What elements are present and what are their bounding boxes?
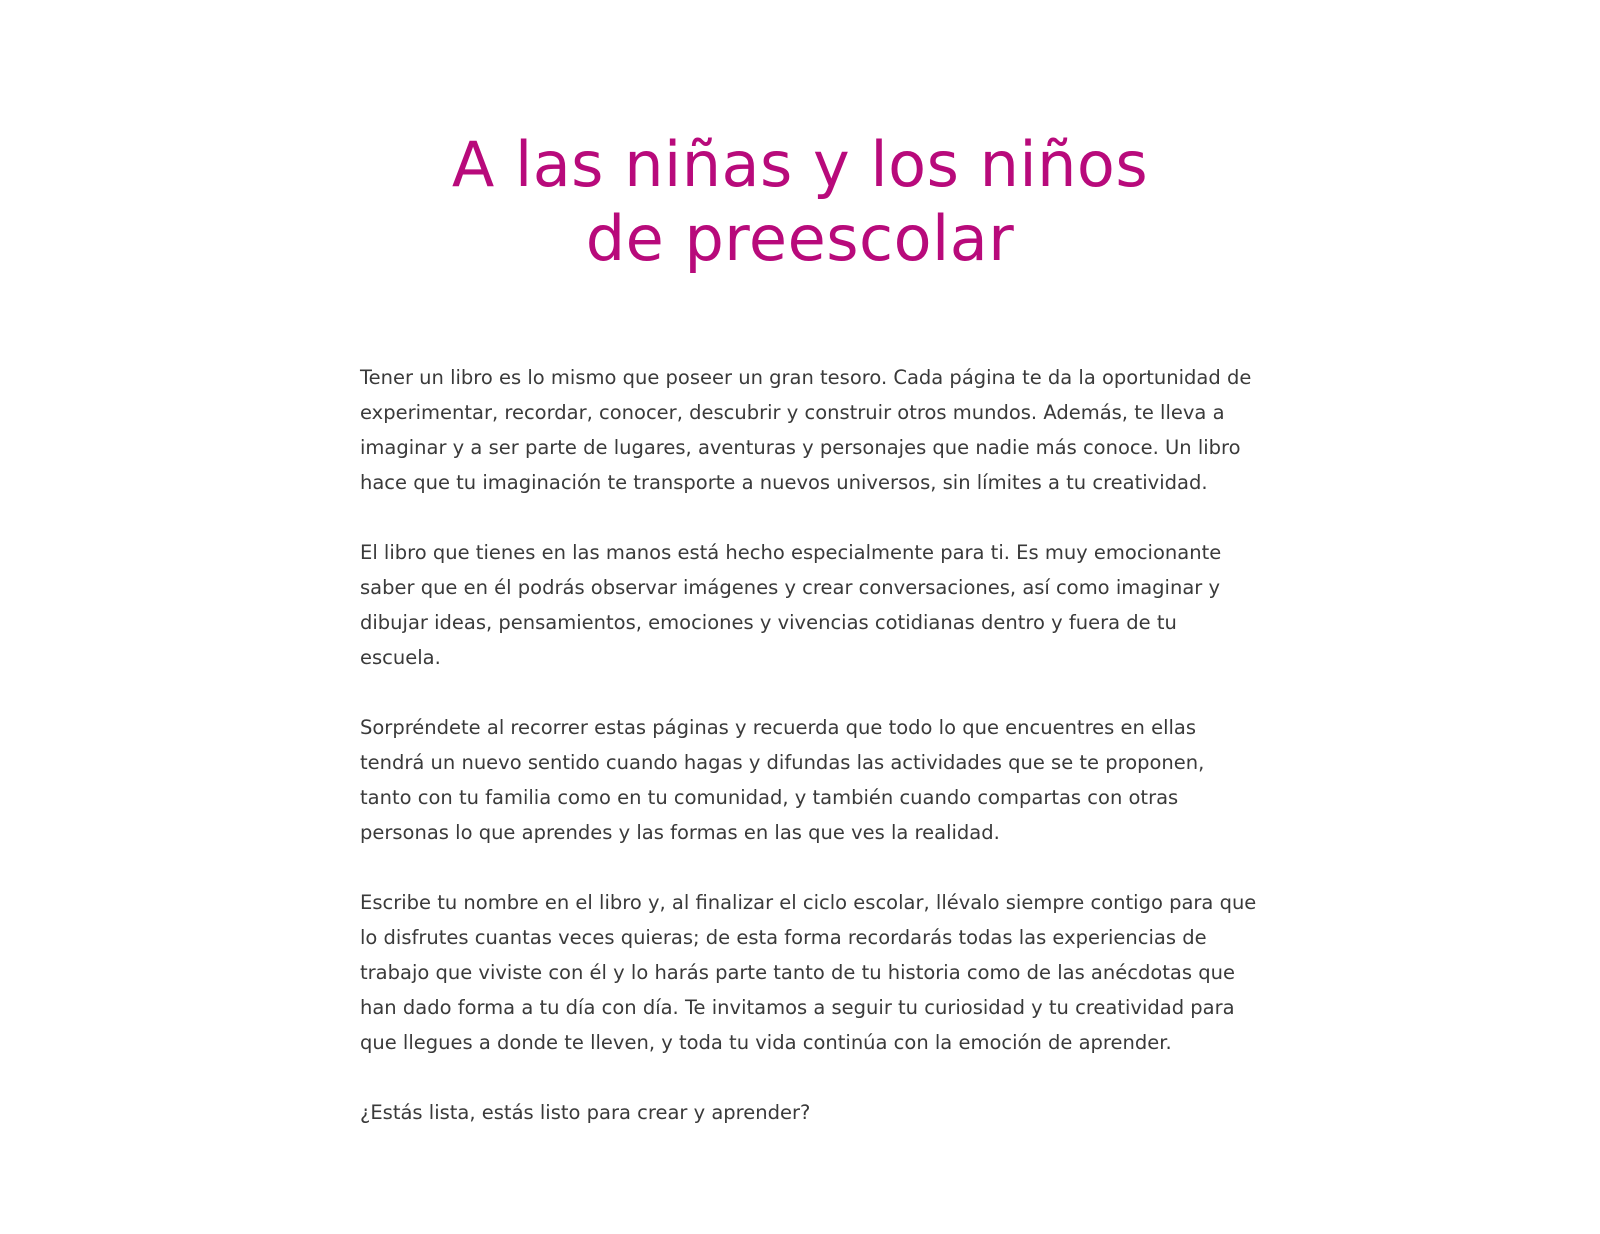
paragraph-book-for-you: El libro que tienes en las manos está hecho especialmente para ti. Es muy emocionante saber que en él podrás observar imágenes y crear conversaciones, así como imaginar y dibujar ideas, pensamientos, emociones y vivencias cotidianas dentro y fuera de tu escuela. xyxy=(360,541,1222,669)
paragraph-intro: Tener un libro es lo mismo que poseer un gran tesoro. Cada página te da la oportunidad de experimentar, recordar, conocer, descubrir y construir otros mundos. Además, te lleva a imaginar y a ser parte de lugares, aventuras y personajes que nadie más conoce. Un libro hace que tu imaginación te transporte a nuevos universos, sin límites a tu creatividad. xyxy=(360,366,1252,494)
paragraph-explore: Sorpréndete al recorrer estas páginas y recuerda que todo lo que encuentres en ellas tendrá un nuevo sentido cuando hagas y difundas las actividades que se te proponen, tanto con tu familia como en tu comunidad, y también cuando compartas con otras personas lo que aprendes y las formas en las que ves la realidad. xyxy=(360,716,1205,844)
title-line-1: A las niñas y los niños xyxy=(451,128,1149,201)
paragraph-question: ¿Estás lista, estás listo para crear y aprender? xyxy=(360,1101,811,1124)
title-line-2: de preescolar xyxy=(585,202,1015,275)
body-text xyxy=(360,360,1260,1165)
page-title xyxy=(0,128,1600,276)
paragraph-write-name: Escribe tu nombre en el libro y, al finalizar el ciclo escolar, llévalo siempre contigo para que lo disfrutes cuantas veces quieras; de esta forma recordarás todas las experiencias de trabajo que viviste con él y lo harás parte tanto de tu historia como de las anécdotas que han dado forma a tu día con día. Te invitamos a seguir tu curiosidad y tu creatividad para que llegues a donde te lleven, y toda tu vida continúa con la emoción de aprender. xyxy=(360,891,1257,1054)
